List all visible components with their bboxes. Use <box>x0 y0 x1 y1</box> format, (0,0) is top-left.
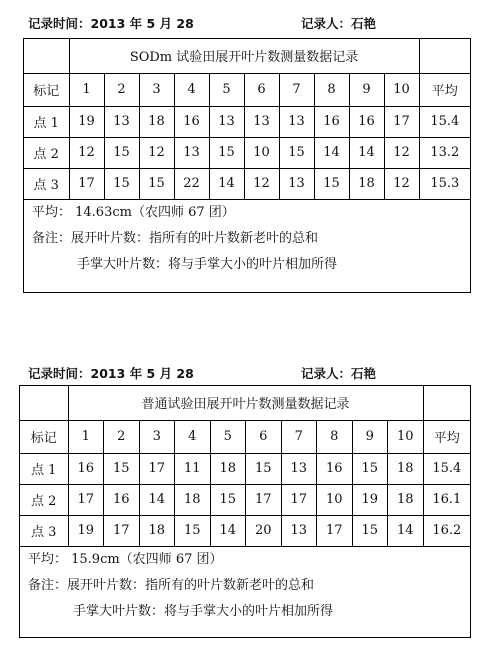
table-cell: 20 <box>246 515 282 546</box>
table-cell: 13 <box>244 106 279 137</box>
table-cell: 13 <box>281 515 317 546</box>
table-row <box>20 484 470 515</box>
row-label: 点 2 <box>20 484 68 515</box>
note-line: 手掌大叶片数：将与手掌大小的叶片相加所得 <box>73 603 334 619</box>
average-cell: 15.3 <box>419 168 470 199</box>
column-header: 平均 <box>419 73 470 106</box>
column-header: 标记 <box>20 420 68 453</box>
column-header: 标记 <box>24 73 69 106</box>
average-cell: 16.2 <box>423 515 470 546</box>
table-cell: 15 <box>104 137 139 168</box>
table-cell: 18 <box>388 484 424 515</box>
table-row <box>24 168 470 199</box>
table-cell: 15 <box>139 168 174 199</box>
table-cell: 14 <box>349 137 384 168</box>
column-header: 10 <box>388 420 424 453</box>
table-cell: 15 <box>314 168 349 199</box>
table-cell: 12 <box>139 137 174 168</box>
table-cell: 12 <box>69 137 104 168</box>
table-cell: 15 <box>175 515 211 546</box>
table-cell: 16 <box>314 106 349 137</box>
row-label: 点 3 <box>24 168 69 199</box>
column-header: 4 <box>174 73 209 106</box>
note-line: 备注：展开叶片数：指所有的叶片数新老叶的总和 <box>28 577 315 593</box>
average-line: 平均： 14.63cm（农四师 67 团） <box>32 204 235 220</box>
table-cell: 22 <box>174 168 209 199</box>
corner-cell <box>423 386 470 420</box>
table-cell: 17 <box>68 484 104 515</box>
column-header: 3 <box>139 420 175 453</box>
table-cell: 17 <box>139 453 175 484</box>
table-cell: 15 <box>209 137 244 168</box>
column-header: 2 <box>104 420 140 453</box>
table-cell: 16 <box>349 106 384 137</box>
record-2-table-title: 普通试验田展开叶片数测量数据记录 <box>68 386 423 420</box>
table-cell: 17 <box>384 106 419 137</box>
table-cell: 14 <box>209 168 244 199</box>
note-line: 手掌大叶片数：将与手掌大小的叶片相加所得 <box>77 256 338 272</box>
table-cell: 18 <box>349 168 384 199</box>
table-cell: 15 <box>279 137 314 168</box>
column-header: 3 <box>139 73 174 106</box>
table-cell: 13 <box>104 106 139 137</box>
column-header: 6 <box>246 420 282 453</box>
table-cell: 14 <box>210 515 246 546</box>
column-header: 9 <box>349 73 384 106</box>
column-header: 10 <box>384 73 419 106</box>
row-label: 点 1 <box>24 106 69 137</box>
table-cell: 17 <box>317 515 353 546</box>
table-row <box>24 137 470 168</box>
table-cell: 19 <box>68 515 104 546</box>
column-header: 平均 <box>423 420 470 453</box>
table-cell: 19 <box>69 106 104 137</box>
table-cell: 13 <box>279 106 314 137</box>
table-cell: 16 <box>68 453 104 484</box>
table-row <box>20 515 470 546</box>
column-header: 7 <box>279 73 314 106</box>
corner-cell <box>20 386 68 420</box>
table-cell: 15 <box>104 453 140 484</box>
table-cell: 15 <box>104 168 139 199</box>
table-cell: 18 <box>175 484 211 515</box>
table-cell: 13 <box>174 137 209 168</box>
column-header: 8 <box>317 420 353 453</box>
table-cell: 15 <box>352 453 388 484</box>
table-cell: 12 <box>244 168 279 199</box>
table-cell: 16 <box>174 106 209 137</box>
record-1-time-label: 记录时间：2013 年 5 月 28 <box>28 16 194 31</box>
table-cell: 18 <box>388 453 424 484</box>
column-header: 1 <box>68 420 104 453</box>
table-cell: 14 <box>139 484 175 515</box>
table-cell: 14 <box>388 515 424 546</box>
table-cell: 17 <box>69 168 104 199</box>
table-cell: 13 <box>281 453 317 484</box>
corner-cell <box>24 39 69 73</box>
table-cell: 17 <box>246 484 282 515</box>
record-1-table-block <box>23 38 471 293</box>
column-header: 4 <box>175 420 211 453</box>
table-cell: 17 <box>281 484 317 515</box>
row-label: 点 3 <box>20 515 68 546</box>
column-header: 9 <box>352 420 388 453</box>
average-cell: 16.1 <box>423 484 470 515</box>
table-cell: 15 <box>352 515 388 546</box>
record-2-notes <box>20 547 470 625</box>
table-cell: 18 <box>210 453 246 484</box>
record-1-table-title: SODm 试验田展开叶片数测量数据记录 <box>69 39 419 73</box>
row-label: 点 2 <box>24 137 69 168</box>
table-cell: 12 <box>384 168 419 199</box>
average-cell: 13.2 <box>419 137 470 168</box>
table-cell: 18 <box>139 106 174 137</box>
record-1-data-table <box>24 39 470 200</box>
column-header: 6 <box>244 73 279 106</box>
column-header: 5 <box>209 73 244 106</box>
record-2-recorder-label: 记录人：石艳 <box>301 366 377 381</box>
average-cell: 15.4 <box>419 106 470 137</box>
note-line: 备注：展开叶片数：指所有的叶片数新老叶的总和 <box>32 230 319 246</box>
table-cell: 12 <box>384 137 419 168</box>
table-cell: 13 <box>209 106 244 137</box>
record-1-recorder-label: 记录人：石艳 <box>301 16 377 31</box>
column-header: 7 <box>281 420 317 453</box>
table-cell: 15 <box>246 453 282 484</box>
table-cell: 14 <box>314 137 349 168</box>
table-cell: 17 <box>104 515 140 546</box>
table-cell: 10 <box>317 484 353 515</box>
average-cell: 15.4 <box>423 453 470 484</box>
record-2-time-label: 记录时间：2013 年 5 月 28 <box>28 366 194 381</box>
column-header: 1 <box>69 73 104 106</box>
record-1-notes <box>24 200 470 278</box>
column-header: 8 <box>314 73 349 106</box>
table-cell: 19 <box>352 484 388 515</box>
table-row <box>20 453 470 484</box>
record-2-data-table <box>20 386 470 547</box>
table-cell: 10 <box>244 137 279 168</box>
column-header: 2 <box>104 73 139 106</box>
table-cell: 16 <box>104 484 140 515</box>
column-header: 5 <box>210 420 246 453</box>
row-label: 点 1 <box>20 453 68 484</box>
table-cell: 15 <box>210 484 246 515</box>
table-cell: 11 <box>175 453 211 484</box>
table-row <box>24 106 470 137</box>
table-cell: 18 <box>139 515 175 546</box>
corner-cell <box>419 39 470 73</box>
table-cell: 16 <box>317 453 353 484</box>
table-cell: 13 <box>279 168 314 199</box>
record-2-table-block <box>19 385 471 638</box>
average-line: 平均： 15.9cm（农四师 67 团） <box>28 551 223 567</box>
